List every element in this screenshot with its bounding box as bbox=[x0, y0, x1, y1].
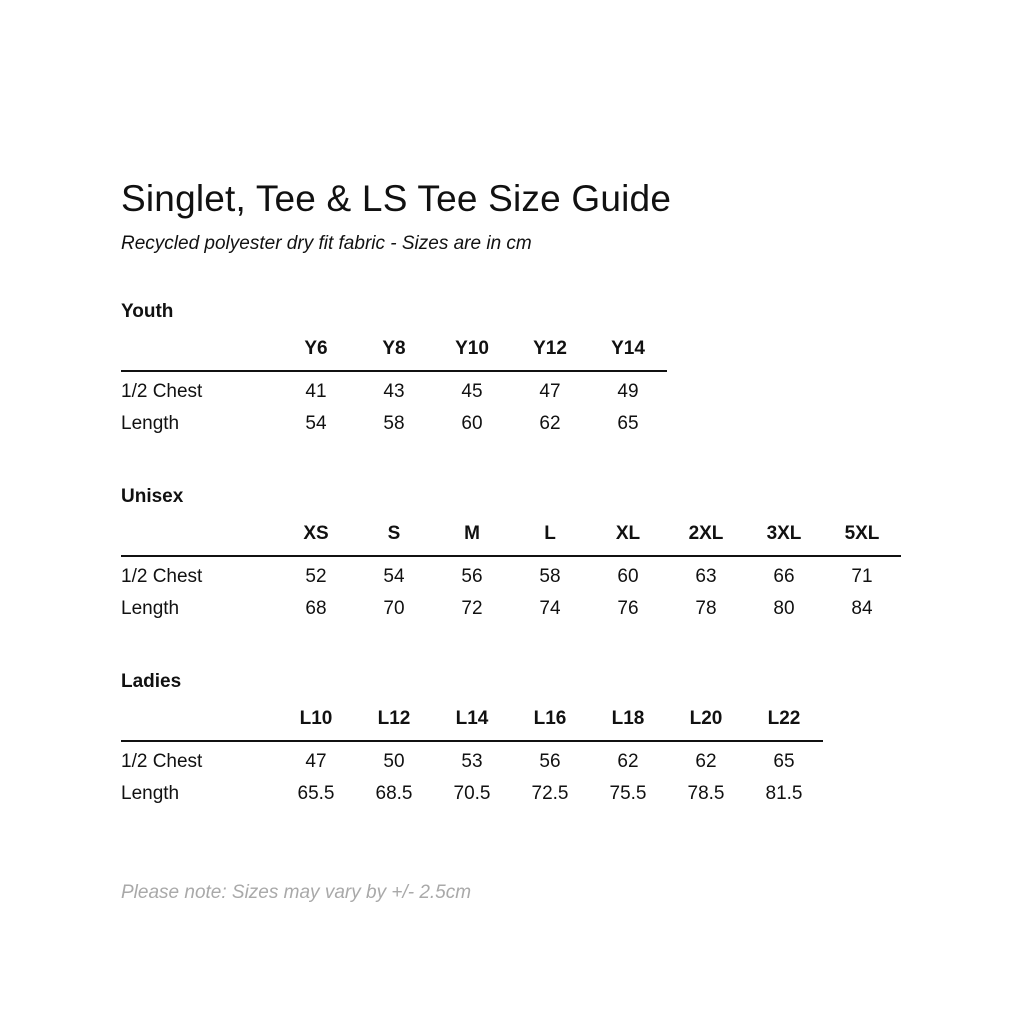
section-unisex bbox=[121, 486, 911, 625]
table-row bbox=[121, 593, 901, 625]
size-value: 76 bbox=[617, 597, 639, 619]
size-column-header: Y12 bbox=[511, 337, 589, 371]
size-value: 47 bbox=[539, 381, 561, 403]
size-value: 71 bbox=[851, 565, 873, 587]
size-value: 78 bbox=[695, 597, 717, 619]
size-value: 54 bbox=[305, 413, 327, 435]
size-column-header: L18 bbox=[589, 707, 667, 741]
size-value: 41 bbox=[305, 381, 327, 403]
section-title-unisex: Unisex bbox=[121, 486, 184, 508]
size-value: 45 bbox=[461, 381, 483, 403]
size-value: 65.5 bbox=[297, 782, 335, 804]
size-value: 62 bbox=[695, 750, 717, 772]
size-value: 72 bbox=[461, 597, 483, 619]
size-column-header: L16 bbox=[511, 707, 589, 741]
row-label: Length bbox=[121, 597, 180, 619]
header-row bbox=[121, 337, 667, 371]
size-value: 66 bbox=[773, 565, 795, 587]
size-column-header: XS bbox=[277, 522, 355, 556]
size-value: 70 bbox=[383, 597, 405, 619]
size-value: 75.5 bbox=[609, 782, 647, 804]
size-value: 58 bbox=[539, 565, 561, 587]
size-column-header: S bbox=[355, 522, 433, 556]
table-row bbox=[121, 556, 901, 593]
size-column-header: L12 bbox=[355, 707, 433, 741]
section-ladies bbox=[121, 671, 911, 810]
row-label: Length bbox=[121, 413, 180, 435]
size-column-header: Y8 bbox=[355, 337, 433, 371]
size-value: 56 bbox=[461, 565, 483, 587]
size-table-unisex bbox=[121, 522, 901, 625]
header-label-spacer bbox=[121, 337, 277, 371]
size-value: 56 bbox=[539, 750, 561, 772]
size-value: 68.5 bbox=[375, 782, 413, 804]
page-subtitle: Recycled polyester dry fit fabric - Sizes are in cm bbox=[121, 232, 532, 254]
size-column-header: L22 bbox=[745, 707, 823, 741]
row-label: Length bbox=[121, 782, 180, 804]
size-column-header: L bbox=[511, 522, 589, 556]
size-value: 47 bbox=[305, 750, 327, 772]
footnote: Please note: Sizes may vary by +/- 2.5cm bbox=[121, 881, 472, 903]
section-title-youth: Youth bbox=[121, 301, 174, 323]
size-column-header: M bbox=[433, 522, 511, 556]
size-table-ladies bbox=[121, 707, 823, 810]
size-value: 63 bbox=[695, 565, 717, 587]
size-guide-document bbox=[121, 178, 911, 905]
size-table-youth bbox=[121, 337, 667, 440]
table-row bbox=[121, 741, 823, 778]
size-value: 43 bbox=[383, 381, 405, 403]
row-label: 1/2 Chest bbox=[121, 565, 203, 587]
size-value: 62 bbox=[617, 750, 639, 772]
table-row bbox=[121, 408, 667, 440]
size-column-header: XL bbox=[589, 522, 667, 556]
section-title-ladies: Ladies bbox=[121, 670, 182, 692]
size-value: 60 bbox=[461, 413, 483, 435]
size-column-header: Y6 bbox=[277, 337, 355, 371]
size-column-header: 2XL bbox=[667, 522, 745, 556]
header-label-spacer bbox=[121, 522, 277, 556]
size-column-header: L10 bbox=[277, 707, 355, 741]
row-label: 1/2 Chest bbox=[121, 381, 203, 403]
header-row bbox=[121, 522, 901, 556]
section-youth bbox=[121, 301, 911, 440]
size-value: 78.5 bbox=[687, 782, 725, 804]
size-value: 53 bbox=[461, 750, 483, 772]
header-row bbox=[121, 707, 823, 741]
size-value: 58 bbox=[383, 413, 405, 435]
size-column-header: L14 bbox=[433, 707, 511, 741]
table-row bbox=[121, 371, 667, 408]
size-value: 74 bbox=[539, 597, 561, 619]
size-value: 84 bbox=[851, 597, 873, 619]
size-value: 72.5 bbox=[531, 782, 569, 804]
size-value: 50 bbox=[383, 750, 405, 772]
row-label: 1/2 Chest bbox=[121, 750, 203, 772]
size-value: 60 bbox=[617, 565, 639, 587]
size-column-header: Y14 bbox=[589, 337, 667, 371]
size-value: 49 bbox=[617, 381, 639, 403]
size-value: 65 bbox=[617, 413, 639, 435]
size-value: 81.5 bbox=[765, 782, 803, 804]
size-column-header: 5XL bbox=[823, 522, 901, 556]
page-title: Singlet, Tee & LS Tee Size Guide bbox=[121, 178, 672, 219]
size-value: 70.5 bbox=[453, 782, 491, 804]
size-column-header: Y10 bbox=[433, 337, 511, 371]
size-value: 52 bbox=[305, 565, 327, 587]
size-column-header: L20 bbox=[667, 707, 745, 741]
size-value: 65 bbox=[773, 750, 795, 772]
size-value: 62 bbox=[539, 413, 561, 435]
header-label-spacer bbox=[121, 707, 277, 741]
size-value: 80 bbox=[773, 597, 795, 619]
size-value: 68 bbox=[305, 597, 327, 619]
table-row bbox=[121, 778, 823, 810]
size-value: 54 bbox=[383, 565, 405, 587]
size-column-header: 3XL bbox=[745, 522, 823, 556]
